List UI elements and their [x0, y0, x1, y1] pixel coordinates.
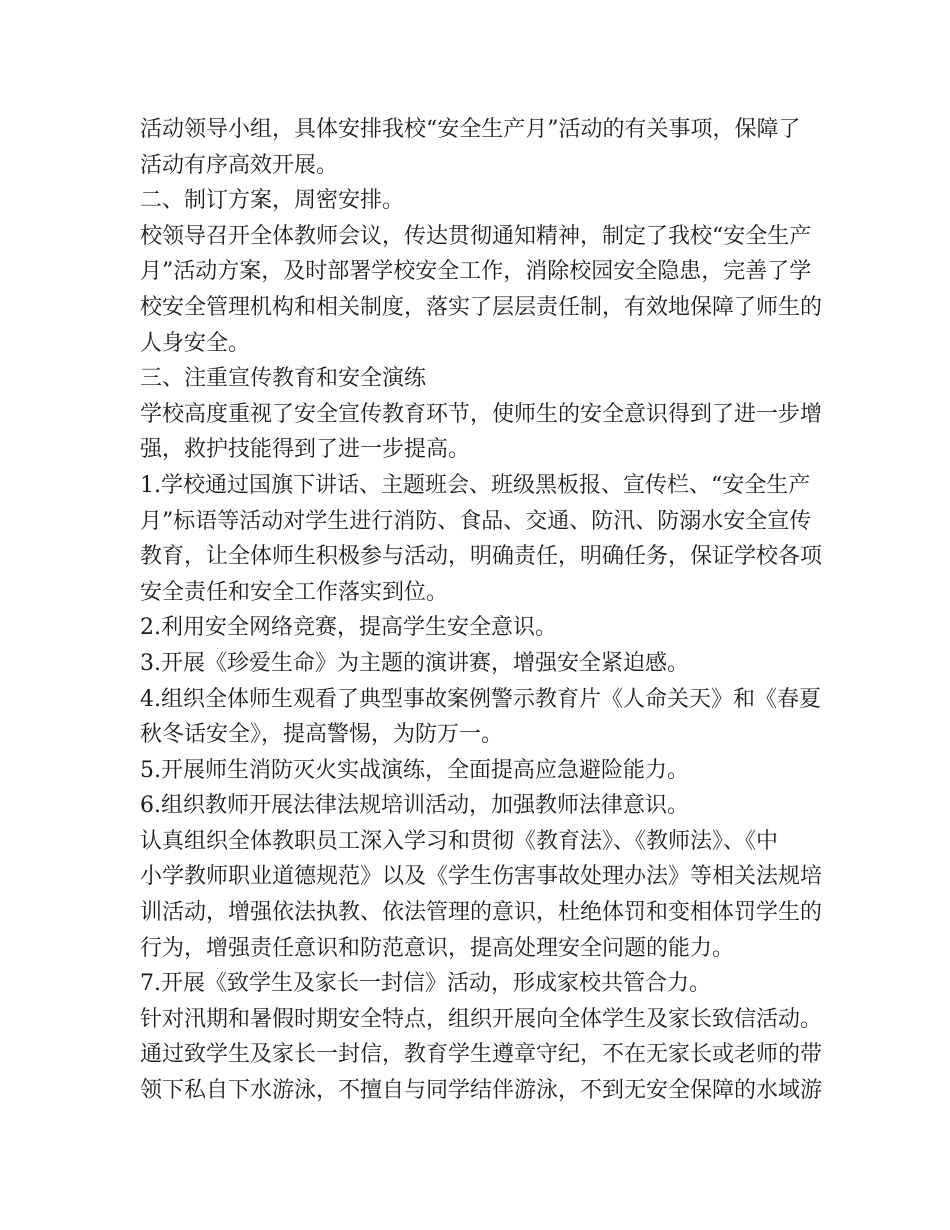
text-line: 校安全管理机构和相关制度，落实了层层责任制，有效地保障了师生的	[140, 294, 823, 320]
text-line: 月”标语等活动对学生进行消防、食品、交通、防汛、防溺水安全宣传	[140, 508, 812, 534]
text-line: 行为，增强责任意识和防范意识，提高处理安全问题的能力。	[140, 935, 735, 961]
document-body	[140, 112, 823, 1109]
text-line: 认真组织全体教职员工深入学习和贯彻《教育法》、《教师法》、《中	[140, 828, 779, 854]
text-line: 活动有序高效开展。	[140, 152, 339, 178]
list-item: 5.开展师生消防灭火实战演练，全面提高应急避险能力。	[140, 757, 689, 783]
list-item: 6.组织教师开展法律法规培训活动，加强教师法律意识。	[140, 793, 689, 819]
text-line: 训活动，增强依法执教、依法管理的意识，杜绝体罚和变相体罚学生的	[140, 900, 823, 926]
list-item: 4.组织全体师生观看了典型事故案例警示教育片《人命关天》和《春夏	[140, 686, 821, 712]
section-heading: 三、注重宣传教育和安全演练	[140, 366, 427, 392]
text-line: 领下私自下水游泳，不擅自与同学结伴游泳，不到无安全保障的水域游	[140, 1078, 823, 1104]
list-item: 7.开展《致学生及家长一封信》活动，形成家校共管合力。	[140, 971, 711, 997]
text-line: 针对汛期和暑假时期安全特点，组织开展向全体学生及家长致信活动。	[140, 1006, 823, 1032]
text-line: 校领导召开全体教师会议，传达贯彻通知精神，制定了我校“安全生产	[140, 223, 812, 249]
text-line: 强，救护技能得到了进一步提高。	[140, 437, 471, 463]
text-line: 学校高度重视了安全宣传教育环节，使师生的安全意识得到了进一步增	[140, 401, 823, 427]
list-item: 3.开展《珍爱生命》为主题的演讲赛，增强安全紧迫感。	[140, 650, 689, 676]
text-line: 安全责任和安全工作落实到位。	[140, 579, 449, 605]
text-line: 教育，让全体师生积极参与活动，明确责任，明确任务，保证学校各项	[140, 544, 823, 570]
text-line: 月”活动方案，及时部署学校安全工作，消除校园安全隐患，完善了学	[140, 259, 812, 285]
text-line: 小学教师职业道德规范》以及《学生伤害事故处理办法》等相关法规培	[140, 864, 823, 890]
text-line: 秋冬话安全》，提高警惕，为防万一。	[140, 722, 504, 748]
text-line: 人身安全。	[140, 330, 251, 356]
text-line: 活动领导小组，具体安排我校“安全生产月”活动的有关事项，保障了	[140, 117, 801, 142]
list-item: 1.学校通过国旗下讲话、主题班会、班级黑板报、宣传栏、“安全生产	[140, 472, 811, 498]
text-line: 通过致学生及家长一封信，教育学生遵章守纪，不在无家长或老师的带	[140, 1042, 823, 1068]
section-heading: 二、制订方案，周密安排。	[140, 188, 405, 214]
list-item: 2.利用安全网络竞赛，提高学生安全意识。	[140, 615, 557, 641]
